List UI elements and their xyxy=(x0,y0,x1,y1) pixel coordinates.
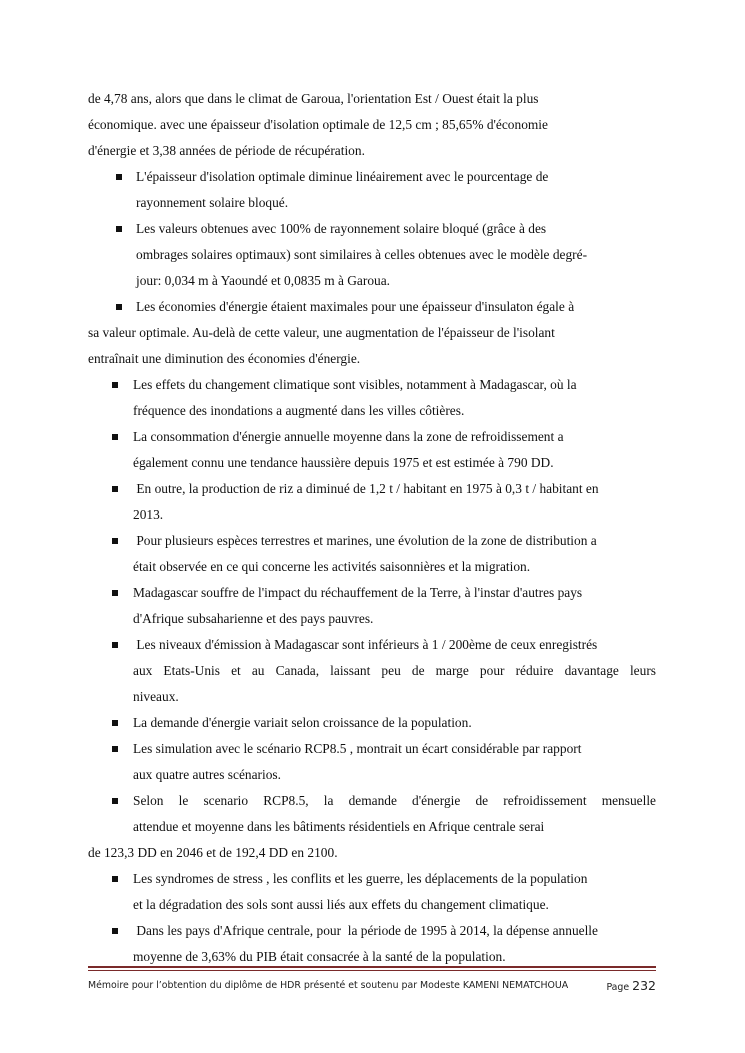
bullet-square-icon xyxy=(112,590,118,596)
bullet-item xyxy=(88,216,656,294)
bullet-text: rayonnement solaire bloqué. xyxy=(136,195,289,210)
bullet-square-icon xyxy=(112,876,118,882)
bullet-text: d'Afrique subsaharienne et des pays pauvres. xyxy=(133,611,374,626)
bullet-text: moyenne de 3,63% du PIB était consacrée à la santé de la population. xyxy=(133,949,506,964)
bullet-text: Les niveaux d'émission à Madagascar sont inférieurs à 1 / 200ème de ceux enregistrés xyxy=(133,637,598,652)
bullet-text: Les économies d'énergie étaient maximales pour une épaisseur d'insulaton égale à xyxy=(136,299,575,314)
bullet-square-icon xyxy=(112,538,118,544)
bullet-text: Selon le scenario RCP8.5, la demande d'énergie de refroidissement mensuelle xyxy=(133,793,656,808)
bullet-item xyxy=(88,788,656,840)
footer-text: Mémoire pour l’obtention du diplôme de HDR présenté et soutenu par Modeste KAMENI NEMATCHOUA xyxy=(88,980,569,991)
bullet-square-icon xyxy=(112,746,118,752)
body-line: sa valeur optimale. Au-delà de cette valeur, une augmentation de l'épaisseur de l'isolant xyxy=(88,325,555,340)
bullet-text: Pour plusieurs espèces terrestres et marines, une évolution de la zone de distribution a xyxy=(133,533,597,548)
bullet-text: et la dégradation des sols sont aussi liés aux effets du changement climatique. xyxy=(133,897,549,912)
bullet-item xyxy=(88,294,656,320)
bullet-text: Les syndromes de stress , les conflits et les guerre, les déplacements de la population xyxy=(133,871,588,886)
bullet-text: attendue et moyenne dans les bâtiments résidentiels en Afrique centrale serai xyxy=(133,819,545,834)
bullet-text: aux quatre autres scénarios. xyxy=(133,767,281,782)
bullet-item xyxy=(88,580,656,632)
bullet-text: Madagascar souffre de l'impact du réchauffement de la Terre, à l'instar d'autres pays xyxy=(133,585,583,600)
bullet-text: Les valeurs obtenues avec 100% de rayonnement solaire bloqué (grâce à des xyxy=(136,221,547,236)
bullet-text: La demande d'énergie variait selon croissance de la population. xyxy=(133,715,472,730)
bullet-item xyxy=(88,424,656,476)
bullet-text: niveaux. xyxy=(133,689,179,704)
body-line: entraînait une diminution des économies d'énergie. xyxy=(88,351,361,366)
footer-divider xyxy=(88,966,656,971)
page-footer xyxy=(88,975,656,997)
bullet-text: Dans les pays d'Afrique centrale, pour la période de 1995 à 2014, la dépense annuelle xyxy=(133,923,598,938)
body-line: de 4,78 ans, alors que dans le climat de Garoua, l'orientation Est / Ouest était la plus xyxy=(88,91,539,106)
bullet-item xyxy=(88,476,656,528)
bullet-text: ombrages solaires optimaux) sont similaires à celles obtenues avec le modèle degré- xyxy=(136,247,588,262)
body-line: d'énergie et 3,38 années de période de récupération. xyxy=(88,143,365,158)
bullet-text: En outre, la production de riz a diminué de 1,2 t / habitant en 1975 à 0,3 t / habitant en xyxy=(133,481,599,496)
bullet-item xyxy=(88,528,656,580)
bullet-square-icon xyxy=(112,720,118,726)
bullet-text: Les simulation avec le scénario RCP8.5 , montrait un écart considérable par rapport xyxy=(133,741,582,756)
bullet-item xyxy=(88,632,656,710)
bullet-text: fréquence des inondations a augmenté dans les villes côtières. xyxy=(133,403,465,418)
bullet-square-icon xyxy=(116,226,122,232)
bullet-item xyxy=(88,164,656,216)
bullet-item xyxy=(88,736,656,788)
bullet-text: Les effets du changement climatique sont visibles, notamment à Madagascar, où la xyxy=(133,377,577,392)
page-number-value: 232 xyxy=(632,978,656,993)
bullet-item xyxy=(88,372,656,424)
bullet-text: La consommation d'énergie annuelle moyenne dans la zone de refroidissement a xyxy=(133,429,564,444)
bullet-text: L'épaisseur d'isolation optimale diminue linéairement avec le pourcentage de xyxy=(136,169,549,184)
bullet-text: 2013. xyxy=(133,507,164,522)
body-line: de 123,3 DD en 2046 et de 192,4 DD en 2100. xyxy=(88,845,338,860)
bullet-text: aux Etats-Unis et au Canada, laissant peu de marge pour réduire davantage leurs xyxy=(133,663,656,678)
bullet-square-icon xyxy=(112,798,118,804)
bullet-item xyxy=(88,866,656,918)
bullet-square-icon xyxy=(112,642,118,648)
bullet-text: jour: 0,034 m à Yaoundé et 0,0835 m à Garoua. xyxy=(136,273,391,288)
bullet-square-icon xyxy=(112,928,118,934)
page-label: Page xyxy=(606,982,630,993)
bullet-square-icon xyxy=(116,174,122,180)
bullet-item xyxy=(88,710,656,736)
body-line: économique. avec une épaisseur d'isolation optimale de 12,5 cm ; 85,65% d'économie xyxy=(88,117,548,132)
bullet-square-icon xyxy=(112,434,118,440)
bullet-square-icon xyxy=(112,486,118,492)
bullet-square-icon xyxy=(112,382,118,388)
page-number xyxy=(606,975,656,999)
bullet-text: également connu une tendance haussière depuis 1975 et est estimée à 790 DD. xyxy=(133,455,554,470)
bullet-text: était observée en ce qui concerne les activités saisonnières et la migration. xyxy=(133,559,531,574)
bullet-square-icon xyxy=(116,304,122,310)
document-body xyxy=(88,86,656,970)
bullet-item xyxy=(88,918,656,970)
